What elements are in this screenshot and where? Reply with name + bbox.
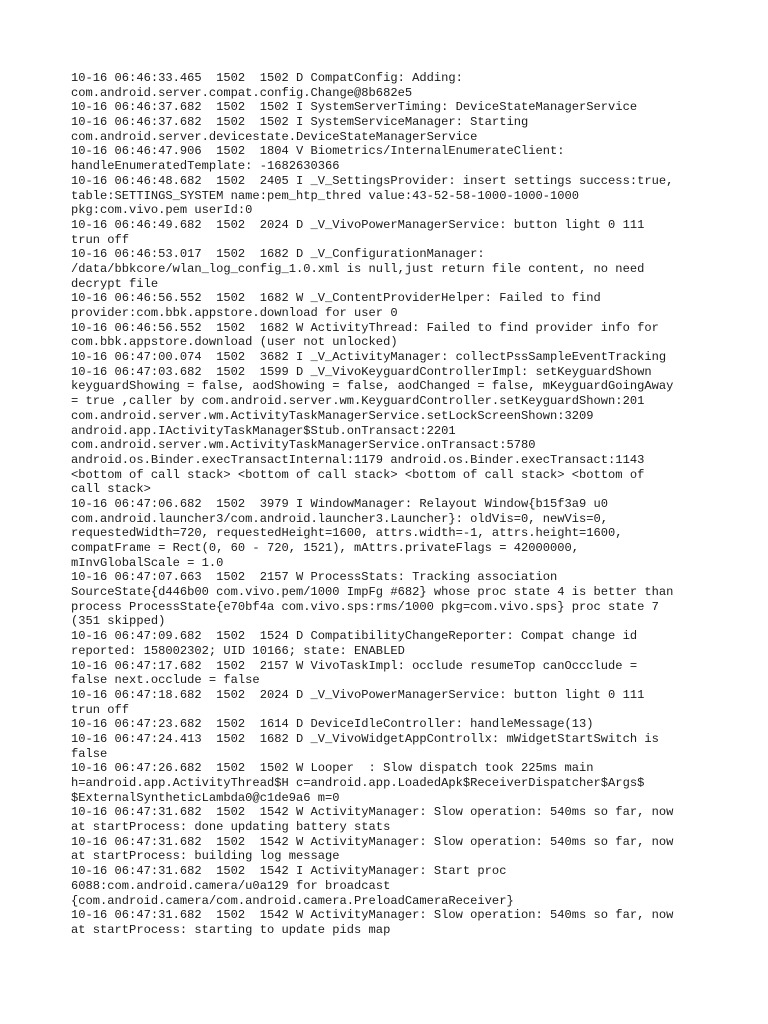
log-line: 10-16 06:46:53.017 1502 1682 D _V_ConfigurationManager:: [71, 247, 485, 262]
log-line: 10-16 06:47:31.682 1502 1542 W ActivityManager: Slow operation: 540ms so far, now: [71, 834, 674, 849]
log-line: trun off: [71, 232, 130, 247]
log-line: at startProcess: done updating battery stats: [71, 820, 391, 835]
log-line: 10-16 06:47:06.682 1502 3979 I WindowManager: Relayout Window{b15f3a9 u0: [71, 496, 609, 511]
log-line: 6088:com.android.camera/u0a129 for broadcast: [71, 878, 391, 893]
log-line: android.app.IActivityTaskManager$Stub.onTransact:2201: [71, 423, 456, 438]
log-line: requestedWidth=720, requestedHeight=1600, attrs.width=-1, attrs.height=1600,: [71, 526, 623, 541]
log-line: 10-16 06:46:37.682 1502 1502 I SystemServerTiming: DeviceStateManagerService: [71, 100, 638, 115]
log-line: 10-16 06:46:56.552 1502 1682 W ActivityThread: Failed to find provider info for: [71, 320, 659, 335]
log-line: android.os.Binder.execTransactInternal:1179 android.os.Binder.execTransact:1143: [71, 452, 645, 467]
log-line: = true ,caller by com.android.server.wm.KeyguardController.setKeyguardShown:201: [71, 394, 645, 409]
log-line: 10-16 06:46:33.465 1502 1502 D CompatConfig: Adding:: [71, 71, 463, 85]
log-line: 10-16 06:47:09.682 1502 1524 D CompatibilityChangeReporter: Compat change id: [71, 629, 638, 644]
log-line: 10-16 06:47:23.682 1502 1614 D DeviceIdleController: handleMessage(13): [71, 717, 594, 732]
log-line: com.android.server.devicestate.DeviceStateManagerService: [71, 129, 478, 144]
log-line: compatFrame = Rect(0, 60 - 720, 1521), mAttrs.privateFlags = 42000000,: [71, 541, 580, 555]
log-line: 10-16 06:47:31.682 1502 1542 W ActivityManager: Slow operation: 540ms so far, now: [71, 908, 674, 923]
log-line: decrypt file: [71, 276, 159, 291]
log-line: <bottom of call stack> <bottom of call stack> <bottom of call stack> <bottom of: [71, 467, 645, 482]
log-line: 10-16 06:46:47.906 1502 1804 V Biometrics/InternalEnumerateClient:: [71, 144, 565, 159]
log-line: 10-16 06:46:48.682 1502 2405 I _V_SettingsProvider: insert settings success:true,: [71, 173, 674, 188]
log-line: reported: 158002302; UID 10166; state: ENABLED: [71, 643, 405, 658]
log-line: (351 skipped): [71, 614, 166, 629]
log-line: com.android.server.compat.config.Change@8b682e5: [71, 85, 413, 100]
log-line: 10-16 06:47:18.682 1502 2024 D _V_VivoPowerManagerService: button light 0 111: [71, 687, 645, 702]
log-line: process ProcessState{e70bf4a com.vivo.sps:rms/1000 pkg=com.vivo.sps} proc state 7: [71, 599, 659, 614]
log-line: com.android.server.wm.ActivityTaskManagerService.setLockScreenShown:3209: [71, 408, 594, 423]
log-line: keyguardShowing = false, aodShowing = false, aodChanged = false, mKeyguardGoingAway: [71, 379, 674, 394]
log-line: call stack>: [71, 482, 151, 497]
log-line: com.bbk.appstore.download (user not unlocked): [71, 335, 398, 350]
log-line: com.android.launcher3/com.android.launcher3.Launcher}: oldVis=0, newVis=0,: [71, 511, 609, 526]
log-line: mInvGlobalScale = 1.0: [71, 555, 224, 570]
log-document: [71, 71, 711, 938]
log-line: handleEnumeratedTemplate: -1682630366: [71, 159, 340, 174]
log-line: $ExternalSyntheticLambda0@c1de9a6 m=0: [71, 790, 340, 805]
log-line: 10-16 06:47:24.413 1502 1682 D _V_VivoWidgetAppControllx: mWidgetStartSwitch is: [71, 731, 659, 746]
log-line: 10-16 06:46:49.682 1502 2024 D _V_VivoPowerManagerService: button light 0 111: [71, 217, 645, 232]
log-line: {com.android.camera/com.android.camera.PreloadCameraReceiver}: [71, 893, 514, 908]
log-line: provider:com.bbk.appstore.download for user 0: [71, 306, 398, 320]
log-line: false: [71, 746, 108, 761]
log-line: 10-16 06:46:56.552 1502 1682 W _V_ContentProviderHelper: Failed to find: [71, 291, 601, 306]
log-line: at startProcess: building log message: [71, 849, 340, 864]
log-line: 10-16 06:47:31.682 1502 1542 I ActivityManager: Start proc: [71, 864, 507, 879]
log-line: h=android.app.ActivityThread$H c=android.app.LoadedApk$ReceiverDispatcher$Args$: [71, 776, 645, 790]
log-line: trun off: [71, 702, 130, 717]
log-line: 10-16 06:47:00.074 1502 3682 I _V_ActivityManager: collectPssSampleEventTracking: [71, 350, 667, 365]
log-line: /data/bbkcore/wlan_log_config_1.0.xml is null,just return file content, no need: [71, 261, 645, 276]
log-line: com.android.server.wm.ActivityTaskManagerService.onTransact:5780: [71, 438, 536, 453]
log-line: 10-16 06:47:31.682 1502 1542 W ActivityManager: Slow operation: 540ms so far, now: [71, 805, 674, 820]
log-line: 10-16 06:47:26.682 1502 1502 W Looper : Slow dispatch took 225ms main: [71, 761, 594, 776]
log-line: false next.occlude = false: [71, 673, 260, 688]
log-line: SourceState{d446b00 com.vivo.pem/1000 ImpFg #682} whose proc state 4 is better than: [71, 585, 674, 600]
log-line: at startProcess: starting to update pids map: [71, 922, 391, 937]
log-line: pkg:com.vivo.pem userId:0: [71, 203, 253, 218]
log-line: table:SETTINGS_SYSTEM name:pem_htp_thred value:43-52-58-1000-1000-1000: [71, 188, 580, 203]
log-line: 10-16 06:47:03.682 1502 1599 D _V_VivoKeyguardControllerImpl: setKeyguardShown: [71, 364, 652, 379]
log-line: 10-16 06:46:37.682 1502 1502 I SystemServiceManager: Starting: [71, 115, 529, 130]
log-line: 10-16 06:47:17.682 1502 2157 W VivoTaskImpl: occlude resumeTop canOccclude =: [71, 658, 638, 673]
log-line: 10-16 06:47:07.663 1502 2157 W ProcessStats: Tracking association: [71, 570, 558, 585]
